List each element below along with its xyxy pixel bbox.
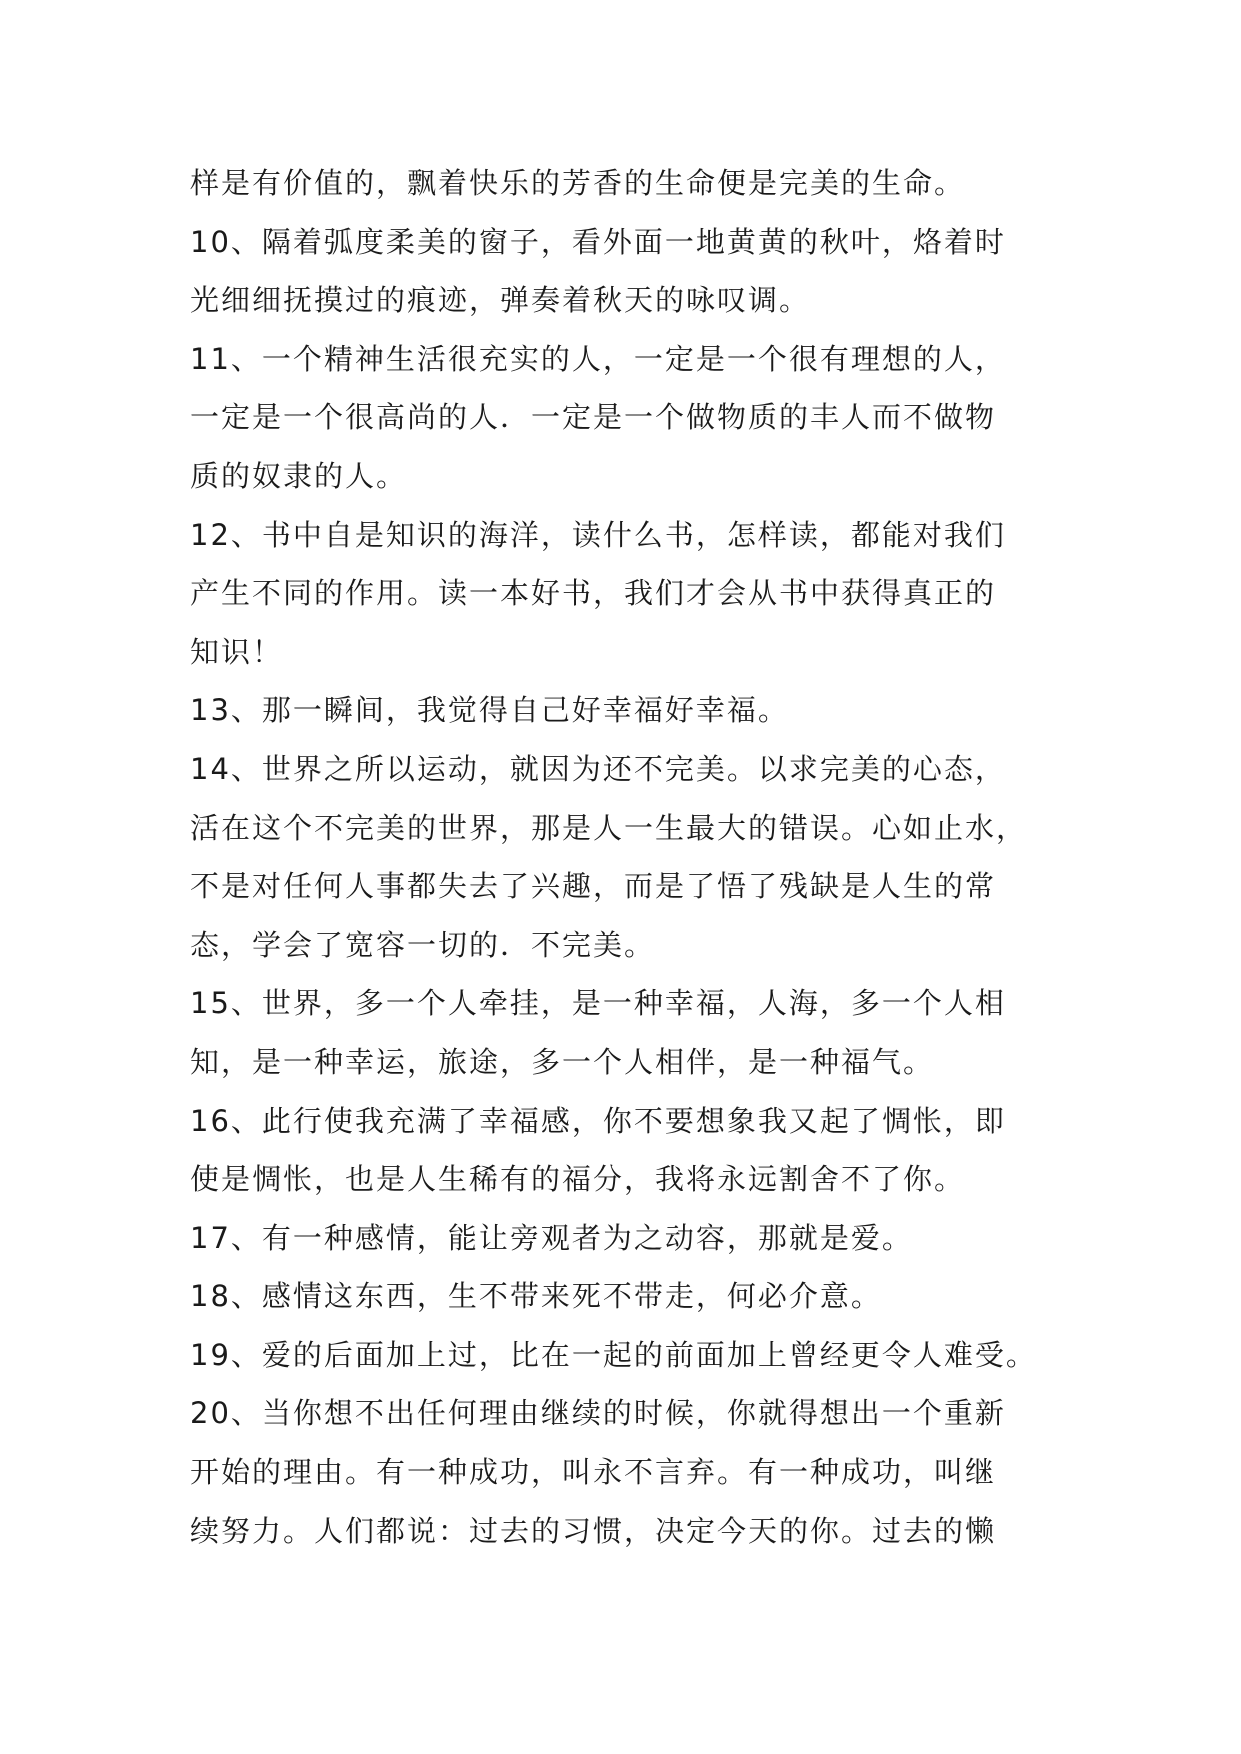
text-line: 14、世界之所以运动，就因为还不完美。以求完美的心态， — [190, 751, 1006, 786]
text-line: 15、世界，多一个人牵挂，是一种幸福，人海，多一个人相 — [190, 986, 1006, 1021]
text-line: 质的奴隶的人。 — [190, 458, 408, 493]
text-line: 知，是一种幸运，旅途，多一个人相伴，是一种福气。 — [190, 1044, 935, 1079]
text-line: 13、那一瞬间，我觉得自己好幸福好幸福。 — [190, 693, 789, 728]
text-line: 18、感情这东西，生不带来死不带走，何必介意。 — [190, 1279, 882, 1314]
text-line: 一定是一个很高尚的人．一定是一个做物质的丰人而不做物 — [190, 400, 997, 435]
text-line: 使是惆怅，也是人生稀有的福分，我将永远割舍不了你。 — [190, 1162, 966, 1197]
text-line: 20、当你想不出任何理由继续的时候，你就得想出一个重新 — [190, 1396, 1006, 1431]
text-line: 态，学会了宽容一切的．不完美。 — [190, 927, 656, 962]
text-line: 10、隔着弧度柔美的窗子，看外面一地黄黄的秋叶，烙着时 — [190, 224, 1006, 259]
text-line: 活在这个不完美的世界，那是人一生最大的错误。心如止水， — [190, 810, 1028, 845]
text-line: 续努力。人们都说：过去的习惯，决定今天的你。过去的懒 — [190, 1513, 997, 1548]
text-line: 样是有价值的，飘着快乐的芳香的生命便是完美的生命。 — [190, 166, 966, 200]
text-line: 知识！ — [190, 634, 284, 669]
text-line: 开始的理由。有一种成功，叫永不言弃。有一种成功，叫继 — [190, 1455, 997, 1490]
text-line: 产生不同的作用。读一本好书，我们才会从书中获得真正的 — [190, 576, 997, 611]
text-line: 不是对任何人事都失去了兴趣，而是了悟了残缺是人生的常 — [190, 869, 997, 904]
body-text — [190, 154, 1070, 1560]
text-line: 11、一个精神生活很充实的人，一定是一个很有理想的人， — [190, 341, 1006, 376]
text-line: 19、爱的后面加上过，比在一起的前面加上曾经更令人难受。 — [190, 1337, 1037, 1372]
text-line: 光细细抚摸过的痕迹，弹奏着秋天的咏叹调。 — [190, 283, 811, 318]
text-line: 12、书中自是知识的海洋，读什么书，怎样读，都能对我们 — [190, 517, 1006, 552]
text-line: 16、此行使我充满了幸福感，你不要想象我又起了惆怅，即 — [190, 1103, 1006, 1138]
text-line: 17、有一种感情，能让旁观者为之动容，那就是爱。 — [190, 1220, 913, 1255]
